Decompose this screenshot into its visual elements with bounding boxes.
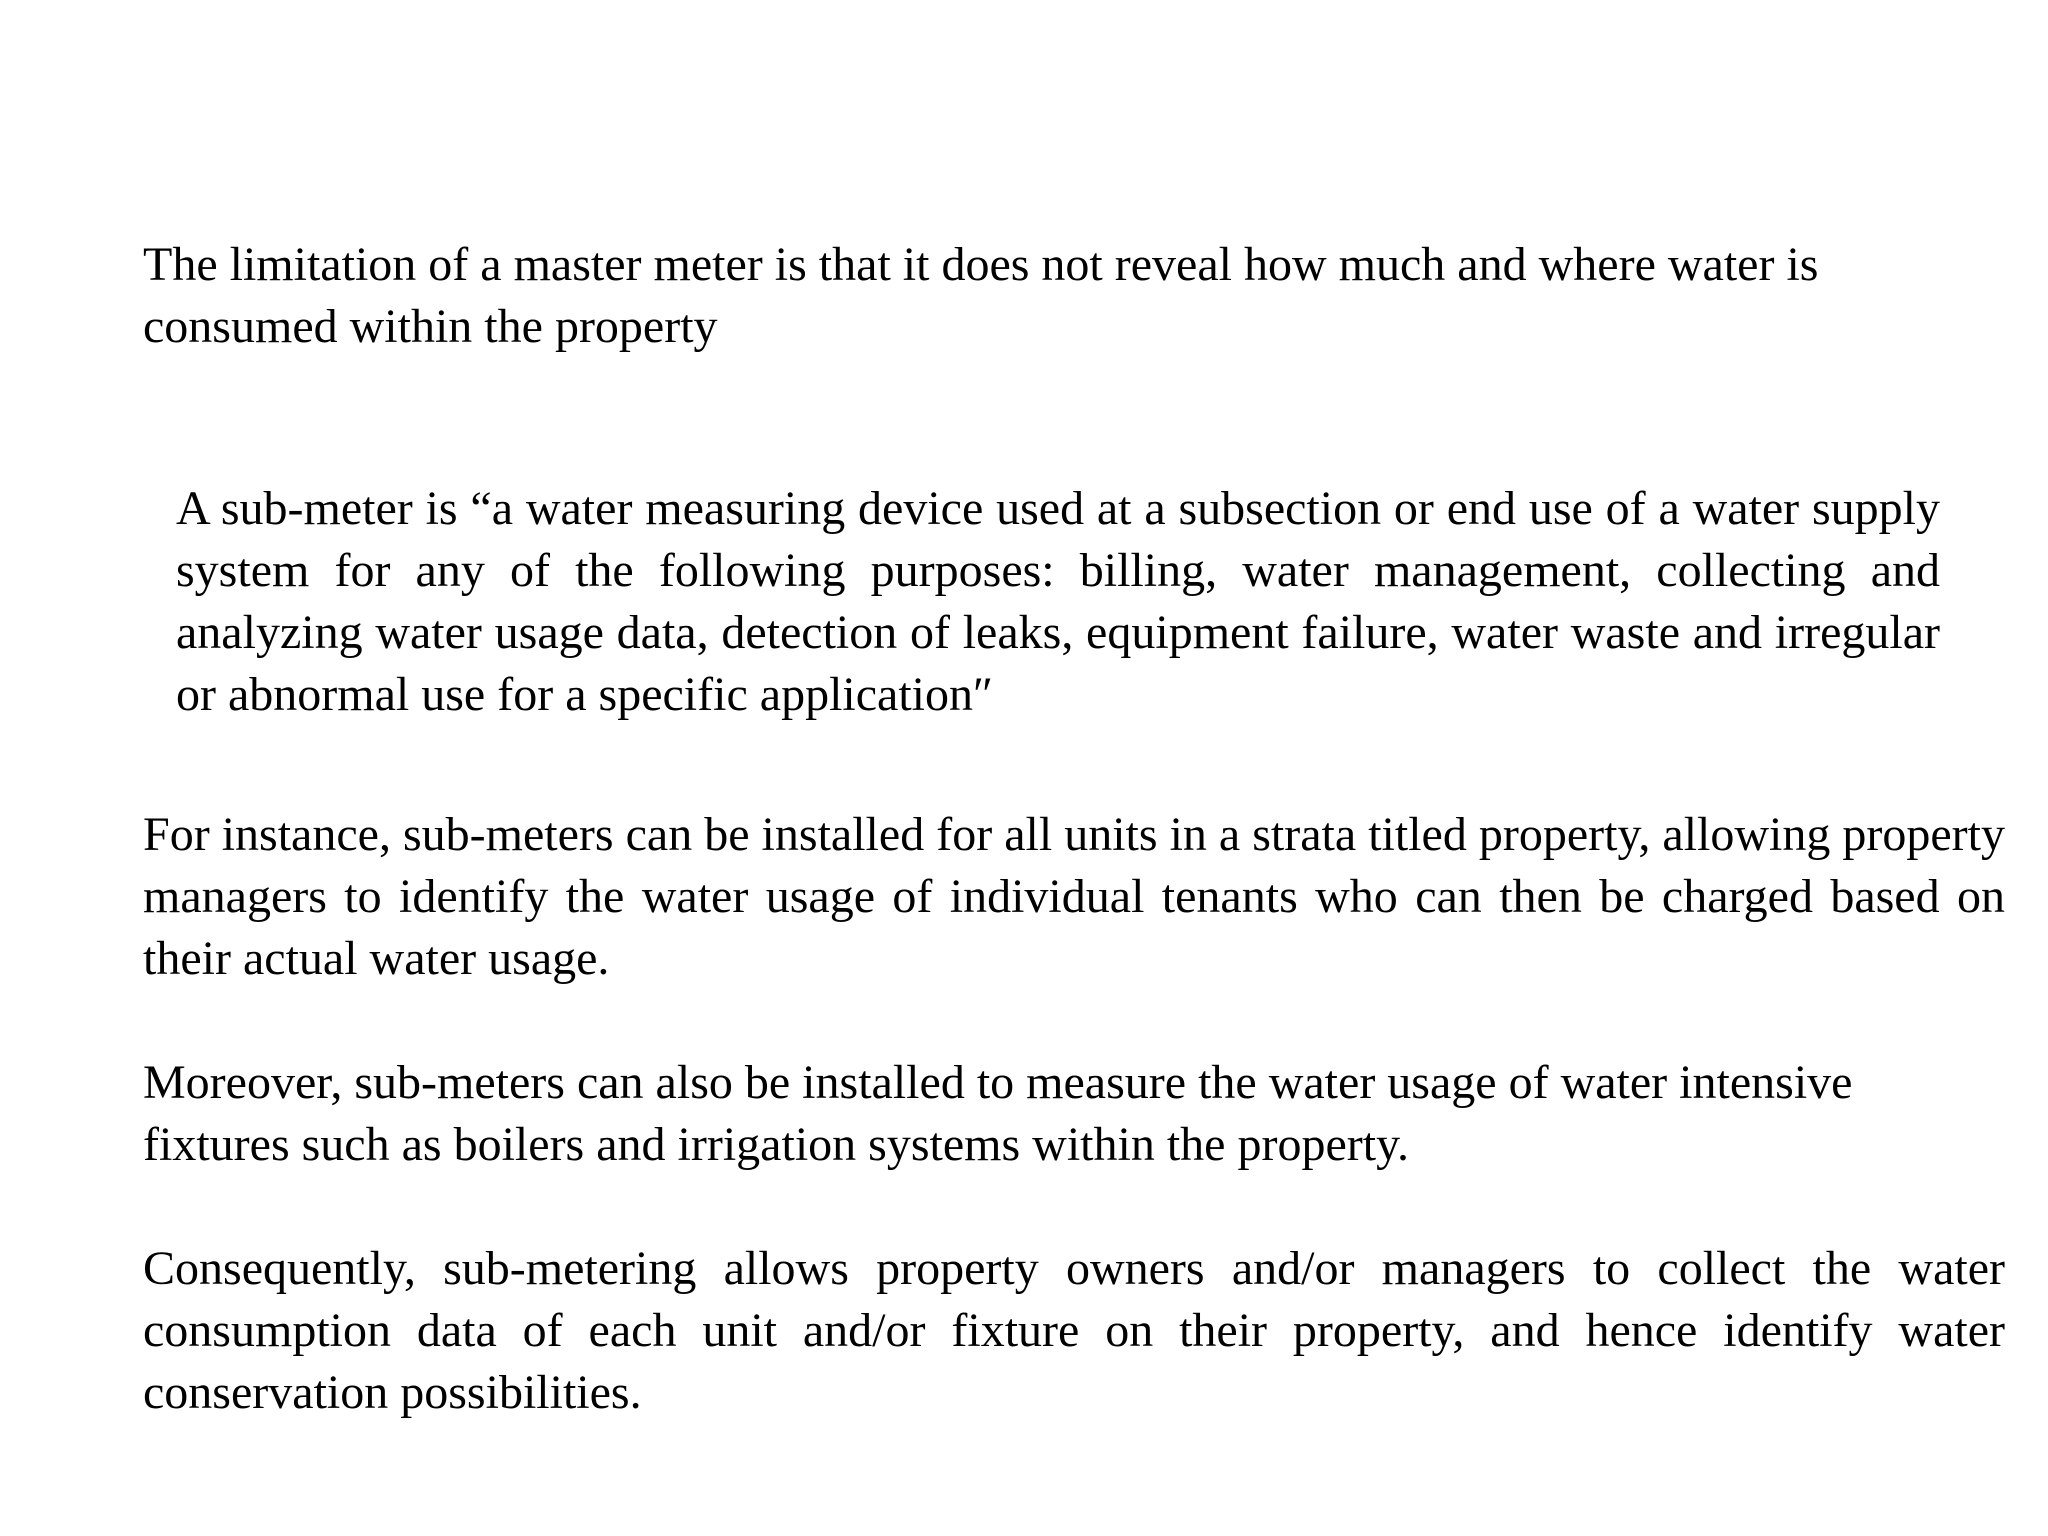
paragraph-strata-example: For instance, sub-meters can be installed for all units in a strata titled property, allowing property managers to identify the water usage of individual tenants who can then be charged based on their actual water usage. [143,808,2005,985]
paragraph-conclusion: Consequently, sub-metering allows property owners and/or managers to collect the water consumption data of each unit and/or fixture on their property, and hence identify water conservation possibilities. [143,1242,2005,1419]
paragraph-master-meter-limitation: The limitation of a master meter is that it does not reveal how much and where water is consumed within the property [143,238,1819,353]
paragraph-fixtures-example: Moreover, sub-meters can also be installed to measure the water usage of water intensive fixtures such as boilers and irrigation systems within the property. [143,1056,1853,1171]
paragraph-sub-meter-definition: A sub-meter is “a water measuring device used at a subsection or end use of a water supply system for any of the following purposes: billing, water management, collecting and analyzing water usage data, detection of leaks, equipment failure, water waste and irregular or abnormal use for a specific application″ [176,482,1940,721]
